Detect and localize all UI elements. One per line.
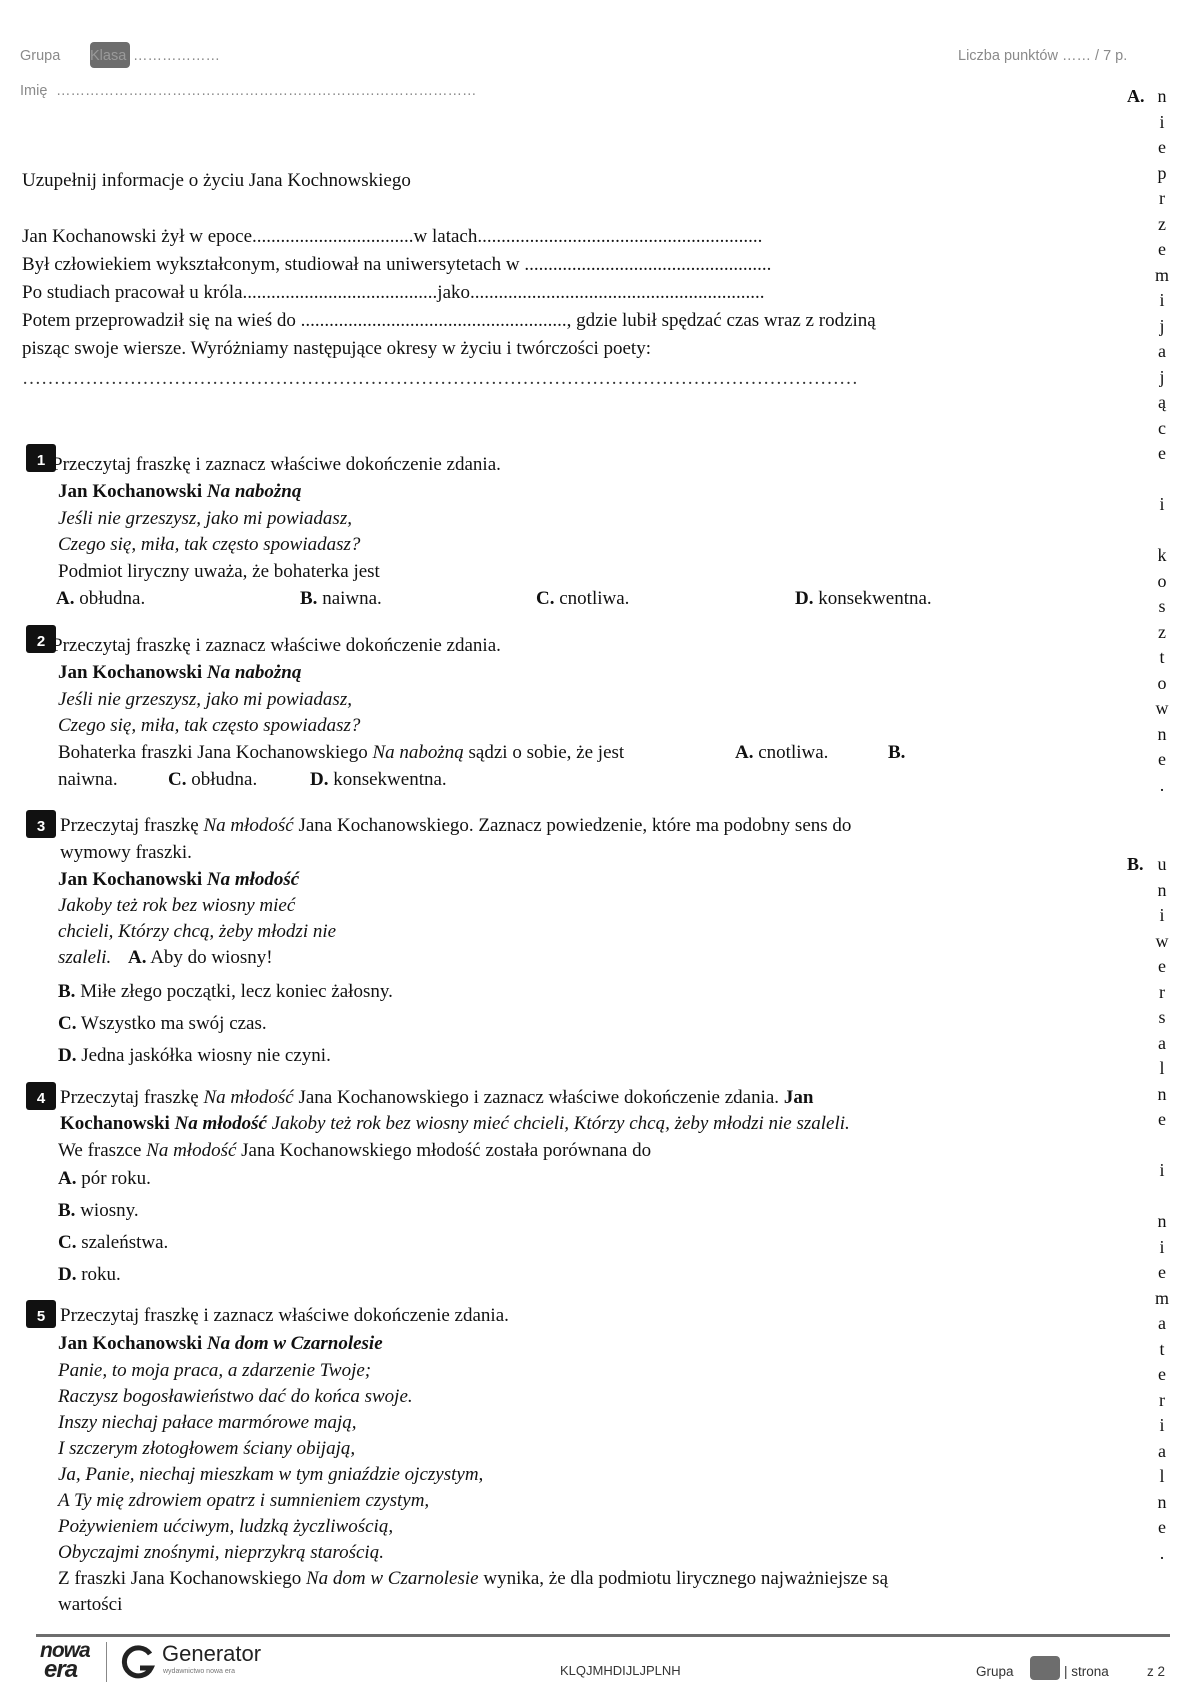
side-letter: e [1158,1517,1166,1537]
side-letter: n [1157,86,1167,106]
poem-heading [58,867,299,893]
answer-option-a[interactable]: A. Aby do wiosny! [128,947,273,968]
task-instruction-cont: wymowy fraszki. [60,842,192,863]
intro-line: pisząc swoje wiersze. Wyróżniamy następujące okresy w życiu i twórczości poety: [22,338,651,359]
answer-option-c[interactable]: C. cnotliwa. [536,588,630,609]
side-letter: w [1155,698,1169,718]
side-letter: m [1154,264,1169,285]
poem-verse: Obyczajmi znośnymi, nieprzykrą starością. [58,1542,384,1563]
side-letter: i [1159,290,1165,310]
side-letter: i [1159,905,1165,925]
task-number-badge: 3 [26,810,56,838]
answer-option-b[interactable]: B. wiosny. [58,1200,139,1221]
side-letter: n [1157,1211,1167,1231]
poem-verse: A Ty mię zdrowiem opatrz i sumnieniem czystym, [58,1490,430,1511]
side-letter: e [1158,443,1166,463]
side-letter: n [1157,879,1167,900]
poem-author: Jan Kochanowski [58,662,203,683]
side-letter: e [1158,239,1166,259]
task-instruction: Przeczytaj fraszkę Na młodość Jana Kochanowskiego i zaznacz właściwe dokończenie zdania. Jan [60,1087,814,1108]
side-letter: . [1159,1542,1165,1563]
task-question: Z fraszki Jana Kochanowskiego Na dom w Czarnolesie wynika, że dla podmiotu lirycznego najważniejsze są [58,1568,889,1589]
class-label: Klasa [90,48,127,64]
generator-logo-subtitle: wydawnictwo nowa era [163,1668,235,1675]
side-letter: o [1157,570,1167,591]
poem-verse: chcieli, Którzy chcą, żeby młodzi nie [58,921,337,942]
side-letter: i [1159,494,1165,514]
poem-heading [58,1331,383,1357]
intro-title: Uzupełnij informacje o życiu Jana Kochnowskiego [22,170,411,191]
footer-group-label: Grupa [976,1664,1014,1679]
side-letter: s [1158,1007,1166,1027]
intro-line: Jan Kochanowski żył w epoce..................................w latach............................................................ [22,226,763,247]
poem-title: Na młodość [206,869,300,890]
answer-option-d[interactable]: D. roku. [58,1264,121,1285]
task-instruction: Przeczytaj fraszkę i zaznacz właściwe dokończenie zdania. [52,635,501,656]
intro-line: Po studiach pracował u króla.........................................jako.............................................................. [22,282,765,303]
task-number-badge: 5 [26,1300,56,1328]
name-dots: …………………………………………………………………………… [56,83,477,99]
side-letter: a [1158,1440,1166,1461]
side-letter: n [1157,1491,1167,1512]
intro-line: Potem przeprowadził się na wieś do ........................................................, gdzie lubił spędzać czas wraz z rodziną [22,310,876,331]
footer-group-box [1030,1656,1060,1680]
poem-verse: Raczysz bogosławieństwo dać do końca swoje. [58,1386,413,1407]
task-question: Podmiot liryczny uważa, że bohaterka jest [58,561,380,582]
answer-option-b[interactable]: B. Miłe złego początki, lecz koniec żałosny. [58,981,393,1002]
poem-verse: Jakoby też rok bez wiosny mieć [58,895,296,916]
side-letter: e [1158,956,1166,976]
side-letter: i [1159,111,1165,132]
side-letter: e [1158,1109,1166,1129]
answer-option-a[interactable]: A. obłudna. [56,588,146,609]
side-b-label: B. [1127,854,1144,874]
answer-option-c[interactable]: C. Wszystko ma swój czas. [58,1013,267,1034]
task-question: Bohaterka fraszki Jana Kochanowskiego Na nabożną sądzi o sobie, że jest [58,742,625,763]
answer-option-a[interactable]: A. pór roku. [58,1168,151,1189]
poem-verse: Jeśli nie grzeszysz, jako mi powiadasz, [58,508,352,529]
poem-heading [58,479,301,505]
poem-inline: Kochanowski Na młodość Jakoby też rok bez wiosny mieć chcieli, Którzy chcą, żeby młodzi nie szaleli. [60,1113,850,1134]
class-dots: ……………… [133,48,220,64]
answer-option-c[interactable]: C. szaleństwa. [58,1232,169,1253]
poem-verse: Czego się, miła, tak często spowiadasz? [58,715,361,736]
poem-title: Na nabożną [206,481,302,502]
side-letter: e [1158,1364,1166,1384]
poem-title: Na nabożną [206,662,302,683]
generator-logo-icon [120,1644,156,1680]
poem-verse: szaleli. [58,947,112,968]
side-letter: i [1159,1160,1165,1180]
poem-author: Jan Kochanowski [58,869,203,890]
side-letter: n [1157,723,1167,744]
task-question-cont: wartości [58,1594,123,1615]
side-letter: l [1159,1466,1165,1486]
footer-divider [36,1634,1170,1637]
nowa-era-logo: nowa era [40,1639,90,1683]
side-letter: s [1158,596,1166,616]
task-instruction: Przeczytaj fraszkę i zaznacz właściwe dokończenie zdania. [52,454,501,475]
poem-verse: Pożywieniem ućciwym, ludzką życzliwością, [58,1516,394,1537]
answer-option-b-letter[interactable]: B. [888,742,906,763]
side-letter: a [1158,1313,1166,1333]
side-letter: o [1157,672,1167,693]
poem-verse: Jeśli nie grzeszysz, jako mi powiadasz, [58,689,352,710]
task-instruction: Przeczytaj fraszkę Na młodość Jana Kochanowskiego. Zaznacz powiedzenie, które ma podobny sens do [60,815,852,836]
side-letter: j [1159,315,1165,336]
side-letter: e [1158,137,1166,157]
group-label: Grupa [20,48,61,64]
side-letter: z [1158,621,1166,642]
side-letter: ą [1158,392,1166,412]
poem-title: Na dom w Czarnolesie [206,1333,383,1354]
task-number-badge: 1 [26,444,56,472]
answer-option-d[interactable]: D. Jedna jaskółka wiosny nie czyni. [58,1045,331,1066]
side-letter: a [1158,341,1166,361]
side-a-label: A. [1127,86,1145,106]
side-letter: r [1159,188,1165,208]
points-label: Liczba punktów …… / 7 p. [958,48,1128,64]
side-letter: c [1158,417,1166,438]
name-label: Imię [20,83,48,99]
answer-option-c[interactable]: C. obłudna. [168,769,258,790]
side-letter: t [1159,647,1165,667]
side-letter: i [1159,1236,1165,1257]
side-letter: r [1159,1389,1165,1410]
task-number-badge: 2 [26,625,56,653]
poem-verse: I szczerym złotogłowem ściany obijają, [58,1438,356,1459]
side-letter: l [1159,1058,1165,1078]
answer-option-a[interactable]: A. cnotliwa. [735,742,829,763]
logo-separator [106,1642,107,1682]
side-letter: k [1157,545,1167,565]
answer-option-b[interactable]: B. naiwna. [300,588,382,609]
poem-author: Jan Kochanowski [58,481,203,502]
side-letter: j [1159,366,1165,387]
side-letter: z [1158,213,1166,234]
poem-verse: Inszy niechaj pałace marmórowe mają, [58,1412,357,1433]
side-letter: t [1159,1338,1165,1359]
intro-answer-dots: …………………………………………………………………………………………………………………… [22,368,858,389]
task-number-badge: 4 [26,1082,56,1110]
side-letter: a [1158,1032,1166,1053]
document-code: KLQJMHDIJLJPLNH [560,1663,681,1678]
footer-page-label: | strona [1064,1664,1109,1679]
side-letter: w [1155,930,1169,951]
poem-author: Jan Kochanowski [58,1333,203,1354]
side-letter: n [1157,1083,1167,1104]
poem-verse: Panie, to moja praca, a zdarzenie Twoje; [58,1360,372,1381]
answer-option-d[interactable]: D. konsekwentna. [310,769,447,790]
side-letter: r [1159,981,1165,1002]
side-letter: e [1158,749,1166,769]
answer-option-d[interactable]: D. konsekwentna. [795,588,932,609]
task-instruction: Przeczytaj fraszkę i zaznacz właściwe dokończenie zdania. [60,1305,509,1326]
side-letter: . [1159,774,1165,795]
side-letter: p [1157,162,1167,183]
poem-verse: Czego się, miła, tak często spowiadasz? [58,534,361,555]
answer-option-b-text[interactable]: naiwna. [58,769,118,790]
task-question: We fraszce Na młodość Jana Kochanowskiego młodość została porównana do [58,1140,652,1161]
footer-page-total: z 2 [1147,1664,1166,1679]
side-letter: e [1158,1262,1166,1282]
side-letter: u [1157,854,1167,874]
side-letter: m [1154,1287,1169,1308]
intro-line: Był człowiekiem wykształconym, studiował na uniwersytetach w .................................................... [22,254,772,275]
side-letter: i [1159,1415,1165,1435]
poem-verse: Ja, Panie, niechaj mieszkam w tym gniaździe ojczystym, [58,1464,484,1485]
poem-heading [58,660,301,686]
generator-logo-text: Generator [162,1641,262,1666]
